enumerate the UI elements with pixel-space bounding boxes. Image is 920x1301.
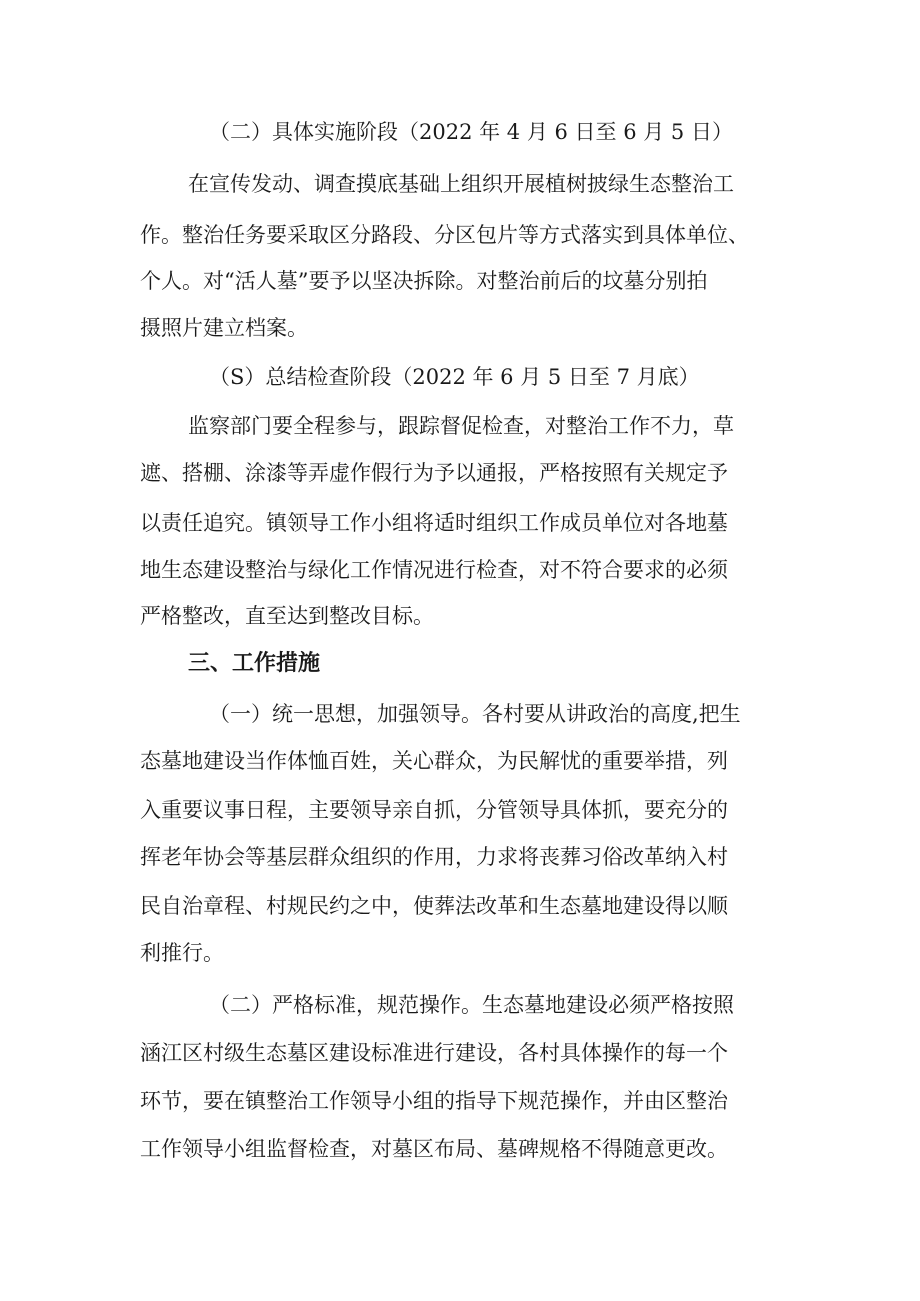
paragraph-line: 涵江区村级生态墓区建设标准进行建设，各村具体操作的每一个	[140, 1041, 728, 1065]
subheading-implementation-phase: （二）具体实施阶段（2022 年 4 月 6 日至 6 月 5 日）	[209, 120, 733, 144]
paragraph-line: 监察部门要全程参与，跟踪督促检查，对整治工作不力，草	[188, 414, 734, 438]
subheading-summary-phase: （S）总结检查阶段（2022 年 6 月 5 日至 7 月底）	[209, 365, 700, 389]
paragraph-line: 入重要议事日程，主要领导亲自抓，分管领导具体抓，要充分的	[140, 798, 728, 822]
paragraph-line: 在宣传发动、调查摸底基础上组织开展植树披绿生态整治工	[188, 172, 734, 196]
paragraph-line: 摄照片建立档案。	[140, 316, 308, 340]
paragraph-line: 工作领导小组监督检查，对墓区布局、墓碑规格不得随意更改。	[140, 1137, 728, 1161]
paragraph-line: 以责任追究。镇领导工作小组将适时组织工作成员单位对各地墓	[140, 511, 728, 535]
paragraph-line: 遮、搭棚、涂漆等弄虚作假行为予以通报，严格按照有关规定予	[140, 461, 728, 485]
paragraph-line: 挥老年协会等基层群众组织的作用，力求将丧葬习俗改革纳入村	[140, 845, 728, 869]
paragraph-line: 个人。对“活人墓”要予以坚决拆除。对整治前后的坟墓分别拍	[140, 269, 708, 293]
paragraph-line: 态墓地建设当作体恤百姓，关心群众，为民解忧的重要举措，列	[140, 749, 728, 773]
paragraph-line: 严格整改，直至达到整改目标。	[140, 604, 434, 628]
paragraph-line: 利推行。	[140, 941, 224, 965]
paragraph-line: （二）严格标准，规范操作。生态墓地建设必须严格按照	[209, 993, 734, 1017]
paragraph-line: 环节，要在镇整治工作领导小组的指导下规范操作，并由区整治	[140, 1089, 728, 1113]
paragraph-line: 地生态建设整治与绿化工作情况进行检查，对不符合要求的必须	[140, 558, 728, 582]
paragraph-line: 作。整治任务要采取区分路段、分区包片等方式落实到具体单位、	[140, 223, 749, 247]
section-heading: 三、工作措施	[188, 651, 321, 676]
paragraph-line: 民自治章程、村规民约之中，使葬法改革和生态墓地建设得以顺	[140, 894, 728, 918]
paragraph-line: （一）统一思想，加强领导。各村要从讲政治的高度,把生	[209, 702, 741, 726]
